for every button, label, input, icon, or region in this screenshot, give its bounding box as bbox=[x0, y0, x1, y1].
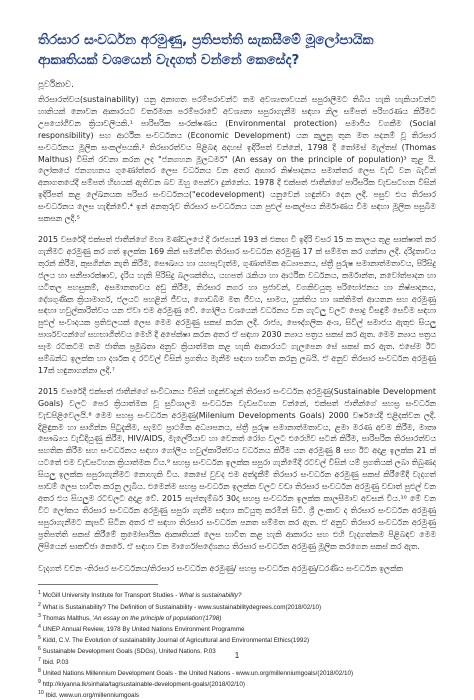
paragraph-1: තිරසාරත්වය(sustainability) යනු අනාගත පරම්පරාවන්ට තම අවශ්‍යතාවයන් සපුරාලීමට තිබිය හැකි හැකියාවන්ට හානියක් නොවන ආකාරයට වර්තමාන පරම්පරාවේ අවශ්‍යතා සපුරාගැනීම සඳහා නිල සම්පත් පරිහරණය කිරීමට උපයෝගීවන ක්‍රියාවලියකි.¹ පාරිසරික සංරක්ෂණය (Environmental protection) සමාජීය වගකීම (Social responsibility) සහ ආර්ථික සංවර්ධනය (Economic Development) යන කුලුනු තුන මත පදනම් වූ තිරසාර සංවර්ධනය මූලික සංකල්පයකි.² තිරසාරත්වය පිළිබඳ අදහස් ඉදිරිපත් වන්නේ, 1798 දී තෝමස් මැල්තස් (Thomas Malthus) විසින් රචනා කරන ලද "ජනගහන මූලධර්ම" (An essay on the principle of population)³ තුළ යි. ලෝකයේ ජනගහනය ගුණෝත්තර ලෙස වර්ධනය වන අතර ආහාර නිෂ්පාදනය සමාන්තර ලෙස වැඩි වන බැවින් අනාගතයේදී සම්පත් හිඟයක් ඇතිවන බව ඔහු පෙන්වා දුන්නේය. 1978 දී එක්සත් ජාතීන්ගේ පාරිසරික වැඩසටහන විසින් ඉදිරිපත් කළ ලේඛනයක පරිසර සංවර්ධනය("ecodevelopment) යනුවෙන් හඳුන්වා දෙන ලදී. පසුව එය තිරසාර සංවර්ධනය ලෙස හැඳින්වේ.⁴ ඉන් අනතුරුව තිරසාර සංවර්ධනය යන පුළුල් සංකල්පය නිර්මාණය වීම සඳහා මූලික පසුබිම සකසන ලදී.⁵ bbox=[38, 95, 436, 224]
paragraph-3: 2015 වසරේදී එක්සත් ජාතීන්ගේ සංවිධානය විසින් හඳුන්වාදුන් තිරසාර සංවර්ධන අරමුණු(Sustainable Development Goals) වලට පෙර ක්‍රියාත්මක වූ සුවිශාලම සංවර්ධන වැඩසටහන වන්නේ, එක්සත් ජාතීන්ගේ සහස්‍ර සංවර්ධන වැඩපිළිවෙලයි.⁸ මෙම සහස්‍ර සංවර්ධන අරමුණු(Milenium Developments Goals) 2000 වර්ෂයේදී එළිදක්වන ලදී. දිළිඳුකම හා සාගින්න පිටුදැකීම, සැමට ප්‍රාථමික අධ්‍යාපනය, ස්ත්‍රී පුරුෂ සමානාත්මතාවය, ළමා මරණ අවම කිරීම, මාතෘ සෞඛ්‍යය වැඩිදියුණු කිරීම, HIV/AIDS, මැලේරියාව හා වෙනත් රෝග වලට එරෙහිව සටන් කිරීම, පාරිසරික තිරසාරත්වය සහතික කිරීම සහ සංවර්ධනය සඳහා ගෝලීය හවුල්කාරිත්වය වර්ධනය කිරීම යන අරමුණු 8 සහ ඊට අදාළ ඉලක්ක 21 ක් යටතේ එම වැඩසටහන ක්‍රියාත්මක විය.⁹ සහස්‍ර සංවර්ධන ඉලක්ක සපුරා ගැනීමේදී රටවල් විසින් යම් ප්‍රගතියක් ලබා තිබුණද සියලු ඉලක්ක සපුරාගැනීමට නොහැකි විය. කෙසේ වුවද එම අත්දැකීම් තිරසාර සංවර්ධන අරමුණු සකස් කිරීමේදී වැදගත් පාඩම් ලෙස භාවිත කරනු ලැබීය. එමෙන්ම සහස්‍ර සංවර්ධන ඉලක්ක වලට වඩා තිරසාර සංවර්ධන අරමුණු වඩාත් පුළුල් වන අතර එය සියලුම රටවලට අදාළ වේ. 2015 සැප්තැම්බර් 30දා සහස්‍ර සංවර්ධන ඉලක්ක කාලසීමාව අවසන් විය.¹⁰ මේ වන විට ලෝකය තිරසාර සංවර්ධන අරමුණු සපුරා ගැනීම සඳහා කටයුතු කරමින් සිටී. ශ්‍රී ලංකාව ද තිරසාර සංවර්ධන අරමුණු සපුරාගැනීමට කැපවී සිටින අතර ඒ සඳහා තිරසාර සංවර්ධන පනත සම්මත කර ඇත. ඒ අනුව තිරසාර සංවර්ධන අරමුණු ප්‍රතිපත්ති සකස් කිරීමේ ක්‍රමෝපායික ආකෘතියක් ලෙස භාවිත කළ හැකි ආකාරය සහ එහි වැදගත්කම පිළිබඳව මෙම ලිපියෙන් සාකච්ඡා කෙරේ. ඒ සඳහා වන මාර්ගෝපදේශනය තිරසාර සංවර්ධන අරමුණු මූලික කරගෙන සකස් කර ඇත. bbox=[38, 386, 436, 551]
footnote: $^5$ Kidd, C.V. The Evolution of sustainability Journal of Agricultural and Environmental Ethics(1992) bbox=[38, 634, 310, 644]
title-line-1: තිරසාර සංවර්ධන අරමුණු, ප්‍රතිපත්ති සැකසීමේ මූලෝපායික bbox=[38, 32, 374, 48]
intro-heading: පූර්විකාව. bbox=[38, 80, 74, 90]
page-number: 1 bbox=[234, 651, 240, 660]
footnote: $^4$ UNEP Annual Review, 1978 By United Nations Environment Programme bbox=[38, 623, 245, 633]
footnote-divider bbox=[38, 584, 158, 585]
footnote: $^9$ http://kiyanna.lk/sinhala/tag/sustainable-development-goals/(2018/02/10) bbox=[38, 679, 245, 689]
footnote: $^1$ McGill University Institute for Transport Studies - What is sustainability? bbox=[38, 590, 242, 600]
keywords-line bbox=[38, 563, 436, 575]
footnote: $^7$ Ibid. P.03 bbox=[38, 657, 69, 667]
footnote: $^2$ What is Sustainability? The Definition of Sustainability - www.sustainabilitydegrees.com(2018/02/10) bbox=[38, 601, 322, 611]
paragraph-2: 2015 වසරේදී එක්සත් ජාතීන්ගේ මහා මණ්ඩලයේ දී රාජ්‍යයන් 193 ක් එකඟ වී ඉදිරි වසර 15 ක කාලය තුළ සාක්ෂාත් කර ගැනීමට අරමුණු කර ගත් ඉලක්ක 169 කින් සමන්විත තිරසාර සංවර්ධන අරමුණු 17 ක් සම්මත කර ගන්නා ලදී. දරිද්‍රතාවය තුරන් කිරීම, කුසගින්න නැති කිරීම, සෞඛ්‍යය හා යහපැවැත්ම, ගුණාත්මක අධ්‍යාපනය, ස්ත්‍රී පුරුෂ සමානාත්මතාවය, පිරිසිදු ජලය හා සනීපාරක්ෂාව, දැරිය හැකි පිරිසිදු බලශක්තිය, යහපත් රැකියා හා ආර්ථික වර්ධනය, කර්මාන්ත, නවෝත්පාදන හා යටිතල පහසුකම්, අසමානතාවය අඩු කිරීම, තිරසාර නගර හා ප්‍රජාවන්, වගකිවයුතු පරිභෝජනය හා නිෂ්පාදනය, දේශගුණික ක්‍රියාමාර්ග, ජලයට පහළින් ජීවය, ගොඩබිම මත ජීවය, සාමය, යුක්තිය හා ශක්තිමත් ආයතන සහ අරමුණු සඳහා හවුල්කාරිත්වය යන ඒවා එම අරමුණු වේ. ගෝලීය වශයෙන් වර්ධනය වන ගැටලු වලට පොදු විසඳුම් සෙවීම සඳහා පුළුල් සංවාදයක ප්‍රතිඵලයක් ලෙස මෙම අරමුණු සකස් කරන ලදී. රාජ්‍ය, පෞද්ගලික අංශ, සිවිල් සමාජය ඇතුළු සියලු පාර්ශවයන්ගේ සහභාගීත්වය මෙහි දී අපේක්ෂා කරන අතර ඒ සඳහා 2030 න්‍යාය පත්‍රය සකස් කර ඇත. මෙම න්‍යාය පත්‍රය සෑම රටකටම තම ජාතික ප්‍රමුඛතා අනුව ක්‍රියාත්මක කළ හැකි ආකාරයට ගැලපෙන සේ සකස් කර ඇත. එසේම ඊට සම්බන්ධ ඉලක්ක හා දර්ශක ද රටවල් විසින් ප්‍රගතිය මැනීම සඳහා භාවිත කරනු ලබයි. ඒ අනුව තිරසාර සංවර්ධන අරමුණු 17ක් හඳුනාගන්නා ලදී.⁷ bbox=[38, 234, 436, 375]
footnote: $^3$ Thomas Malthus, 'An essay on the principle of population'(1798) bbox=[38, 612, 222, 622]
footnotes bbox=[38, 589, 436, 700]
footnote: $^{10}$ Ibid. www.un.org/millenniumgoals bbox=[38, 690, 140, 700]
title-line-2: ආකෘතියක් වශයෙන් වැදගත් වන්නේ කෙසේද? bbox=[38, 52, 300, 68]
keywords-label: වැදගත් වචන bbox=[38, 563, 82, 573]
footnote: $^6$ Sustainable Development Goals (SDGs), United Nations. P.03 bbox=[38, 645, 216, 655]
page-title bbox=[38, 30, 436, 70]
footnote: $^8$ United Nations Millennium Development Goals - the United Nations - www.un.org/millenniumgoals/(2018/02/10) bbox=[38, 668, 354, 678]
keywords-text: -තිරසර සංවර්ධනය/තිරසාර සංවර්ධන අරමුණු/ සහස්‍ර සංවර්ධන අරමුණු/ධරණීය සංවර්ධන ඉලක්ක bbox=[84, 563, 403, 573]
